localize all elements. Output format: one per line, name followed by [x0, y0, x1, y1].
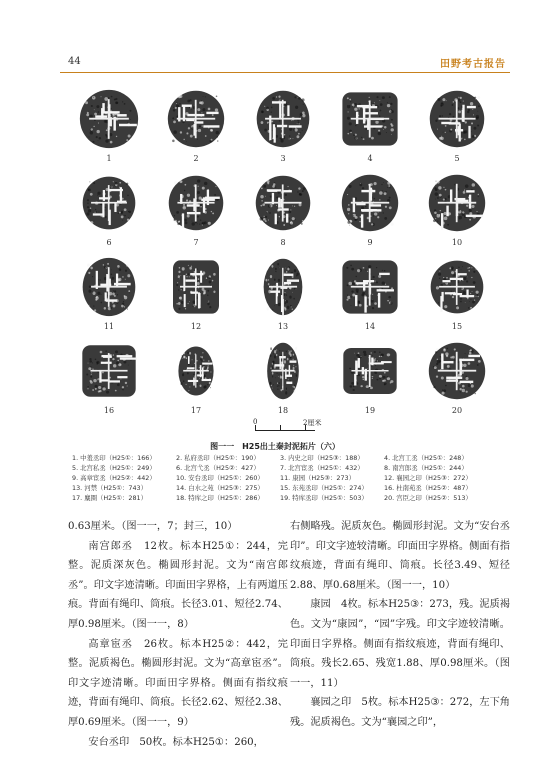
seal-number-label: 18: [277, 406, 289, 415]
seal-rubbing-13: [261, 257, 305, 317]
text-column-right: [290, 517, 510, 733]
legend-entry: 5. 北宫私丞（H25①：249）: [72, 464, 156, 472]
seal-rubbing-17: [176, 345, 216, 397]
seal-rubbing-15: [429, 259, 485, 315]
seal-rubbing-1: [78, 88, 140, 150]
body-paragraph: 0.63厘米。（图一一，7；封三，10）: [68, 521, 238, 532]
seal-number-label: 15: [451, 322, 463, 331]
seal-rubbings-plate: [68, 80, 488, 425]
seal-number-label: 10: [451, 238, 463, 247]
seal-rubbing-3: [255, 89, 311, 149]
seal-rubbing-7: [167, 174, 225, 232]
seal-number-label: 6: [106, 238, 112, 247]
seal-number-label: 5: [454, 154, 460, 163]
legend-entry: 12. 襄园之印（H25③：272）: [384, 474, 472, 482]
legend-entry: 6. 北宫弋丞（H25②：427）: [176, 464, 260, 472]
legend-entry: 9. 高章宦丞（H25②：442）: [72, 474, 156, 482]
scale-line: [255, 430, 315, 431]
legend-entry: 14. 白水之苑（H25③：275）: [176, 484, 264, 492]
legend-row: [72, 453, 492, 463]
legend-entry: 2. 私府丞印（H25①：190）: [176, 454, 260, 462]
seal-rubbing-4: [340, 90, 400, 148]
legend-row: [72, 463, 492, 473]
seal-rubbing-6: [81, 175, 137, 231]
legend-entry: 8. 南宫郎丞（H25①：244）: [384, 464, 468, 472]
seal-rubbing-19: [341, 346, 399, 396]
seal-rubbing-8: [254, 174, 312, 232]
legend-entry: 1. 中羞丞印（H25①：166）: [72, 454, 156, 462]
header-rule: [60, 72, 510, 73]
seal-number-label: 16: [103, 406, 115, 415]
seal-rubbing-12: [171, 258, 221, 316]
seal-number-label: 1: [106, 154, 112, 163]
legend-entry: 17. 麋圈（H25①：281）: [72, 494, 148, 502]
seal-number-label: 11: [103, 322, 115, 331]
legend-entry: 15. 东苑丞印（H25①：274）: [280, 484, 368, 492]
legend-entry: 4. 北宫工丞（H25①：248）: [384, 454, 468, 462]
body-paragraph: 康园 4枚。标本H25③：273，残。泥质褐色。文为“康园”，“园”字残。印文字迹较清晰。印面日字界格。侧面有指纹痕迹，背面有绳印、筒痕。残长2.65、残宽1.88、厚0.98厘米。（图一一，11）: [290, 599, 510, 689]
seal-rubbing-18: [265, 341, 301, 401]
seal-rubbing-14: [340, 258, 400, 316]
journal-title: 田野考古报告: [440, 59, 506, 70]
seal-rubbing-2: [166, 89, 226, 149]
legend-row: [72, 493, 492, 503]
legend-entry: 11. 康园（H25③：273）: [280, 474, 356, 482]
seal-rubbing-11: [81, 256, 137, 318]
body-paragraph: 南宫郎丞 12枚。标本H25①：244，完整。泥质深灰色。椭圆形封泥。文为“南宫郎丞”。印文字迹清晰。印面田字界格，上有两道压痕。背面有绳印、筒痕。长径3.01、短径2.74、厚0.98厘米。（图一一，8）: [68, 540, 288, 630]
body-paragraph: 安台丞印 50枚。标本H25①：260，: [88, 736, 264, 748]
figure-legend: [72, 453, 492, 503]
seal-number-label: 3: [280, 154, 286, 163]
legend-entry: 20. 宫臣之印（H25②：513）: [384, 494, 472, 502]
seal-rubbing-16: [80, 343, 138, 399]
seal-rubbing-5: [428, 89, 486, 149]
scale-bar: [253, 418, 322, 438]
scale-end-label: 2厘米: [303, 419, 322, 427]
seal-number-label: 8: [280, 238, 286, 247]
seal-number-label: 13: [277, 322, 289, 331]
seal-number-label: 4: [367, 154, 373, 163]
seal-number-label: 2: [193, 154, 199, 163]
legend-entry: 16. 杜南苑丞（H25②：487）: [384, 484, 472, 492]
page-header: [0, 0, 550, 80]
seal-rubbing-20: [427, 341, 487, 401]
text-column-left: [68, 517, 288, 752]
body-paragraph: 右侧略残。泥质灰色。椭圆形封泥。文为“安台丞印”。印文字迹较清晰。印面田字界格。侧面有指纹痕迹，背面有绳印、筒痕。长径3.49、短径2.88、厚0.68厘米。（图一一，10）: [290, 521, 510, 591]
legend-entry: 18. 特库之印（H25①：286）: [176, 494, 264, 502]
seal-number-label: 12: [190, 322, 202, 331]
seal-number-label: 17: [190, 406, 202, 415]
legend-entry: 13. 河禁（H25①：743）: [72, 484, 148, 492]
scale-zero-label: 0: [253, 418, 258, 426]
seal-rubbing-9: [340, 173, 400, 233]
seal-number-label: 14: [364, 322, 376, 331]
seal-number-label: 19: [364, 406, 376, 415]
seal-number-label: 20: [451, 406, 463, 415]
page-number: 44: [68, 56, 81, 67]
body-paragraph: 高章宦丞 26枚。标本H25②：442，完整。泥质褐色。椭圆形封泥。文为“高章宦丞”。印文字迹清晰。印面田字界格。侧面有指纹痕迹，背面有绳印、筒痕。长径2.62、短径2.38、厚0.69厘米。（图一一，9）: [68, 638, 288, 728]
legend-entry: 3. 内史之印（H25③：188）: [280, 454, 364, 462]
seal-number-label: 7: [193, 238, 199, 247]
seal-rubbing-10: [427, 173, 487, 233]
scale-tick: [280, 425, 281, 431]
figure-caption: 图一一 H25出土秦封泥拓片（六）: [210, 442, 340, 451]
legend-row: [72, 473, 492, 483]
legend-entry: 7. 北宫宦丞（H25①：432）: [280, 464, 364, 472]
legend-row: [72, 483, 492, 493]
legend-entry: 10. 安台丞印（H25①：260）: [176, 474, 264, 482]
seal-number-label: 9: [367, 238, 373, 247]
legend-entry: 19. 特库丞印（H25①：503）: [280, 494, 368, 502]
body-paragraph: 襄园之印 5枚。标本H25③：272，左下角残。泥质褐色。文为“襄园之印”，: [290, 697, 510, 728]
